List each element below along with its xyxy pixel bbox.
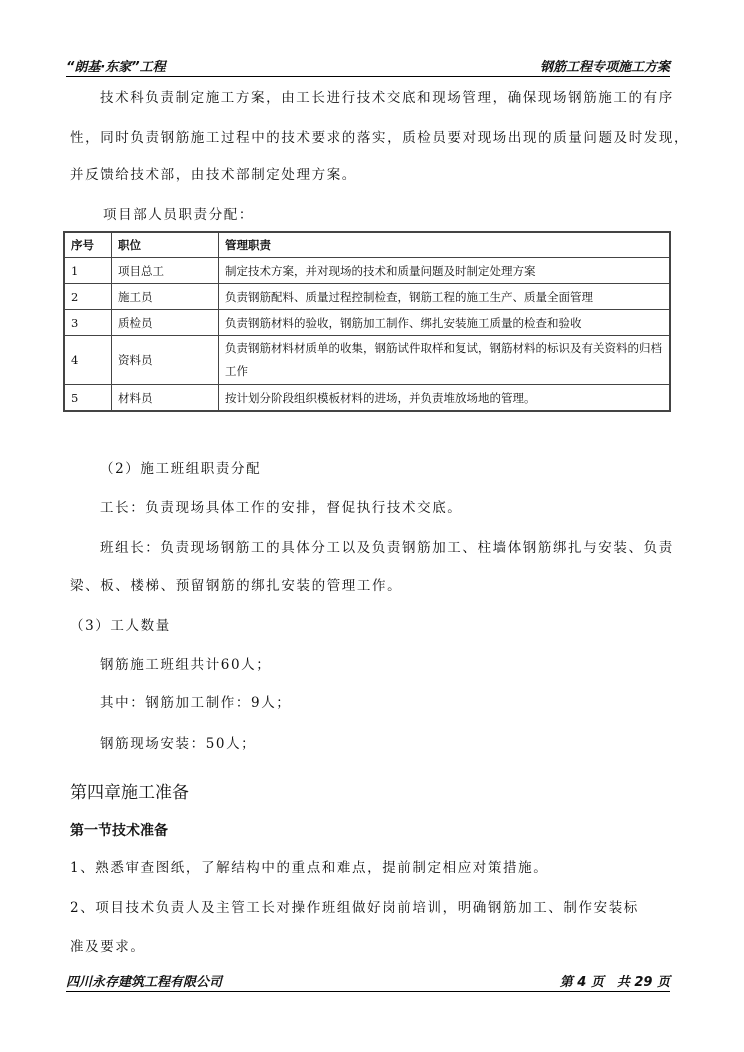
cell: 项目总工 — [112, 258, 219, 284]
table-row — [64, 310, 670, 336]
cell: 5 — [64, 385, 112, 412]
paragraph-line: 班组长：负责现场钢筋工的具体分工以及负责钢筋加工、柱墙体钢筋绑扎与安装、负责 — [100, 540, 674, 556]
page-number: 第 4 页 共 29 页 — [559, 975, 670, 990]
paragraph-line: 梁、板、楼梯、预留钢筋的绑扎安装的管理工作。 — [70, 578, 403, 594]
cell: 1 — [64, 258, 112, 284]
col-header: 管理职责 — [219, 232, 671, 258]
cell: 负责钢筋材料的验收，钢筋加工制作、绑扎安装施工质量的检查和验收 — [219, 310, 671, 336]
footer-company: 四川永存建筑工程有限公司 — [66, 975, 223, 990]
paragraph-line: 1、熟悉审查图纸，了解结构中的重点和难点，提前制定相应对策措施。 — [70, 860, 549, 876]
section-title: （3）工人数量 — [70, 618, 171, 634]
paragraph-line: 并反馈给技术部，由技术部制定处理方案。 — [70, 167, 357, 183]
paragraph-line: 技术科负责制定施工方案，由工长进行技术交底和现场管理，确保现场钢筋施工的有序 — [100, 90, 674, 106]
section-heading: 第一节技术准备 — [70, 823, 168, 839]
paragraph-line: 2、项目技术负责人及主管工长对操作班组做好岗前培训，明确钢筋加工、制作安装标 — [70, 900, 639, 916]
cell: 负责钢筋材料材质单的收集，钢筋试件取样和复试，钢筋材料的标识及有关资料的归档工作 — [219, 336, 671, 385]
responsibility-table — [63, 231, 671, 412]
cell: 按计划分阶段组织模板材料的进场，并负责堆放场地的管理。 — [219, 385, 671, 412]
paragraph-line: 其中：钢筋加工制作：9人； — [100, 695, 292, 711]
header-project: “朗基·东家”工程 — [66, 60, 166, 75]
paragraph-line: 性，同时负责钢筋施工过程中的技术要求的落实，质检员要对现场出现的质量问题及时发现， — [70, 130, 690, 146]
paragraph-line: 钢筋现场安装：50人； — [100, 736, 257, 752]
table-row — [64, 258, 670, 284]
paragraph-line: 准及要求。 — [70, 939, 146, 955]
cell: 2 — [64, 284, 112, 310]
header-title: 钢筋工程专项施工方案 — [539, 60, 670, 75]
table-caption: 项目部人员职责分配： — [103, 207, 254, 223]
cell: 施工员 — [112, 284, 219, 310]
chapter-heading: 第四章施工准备 — [70, 783, 189, 803]
paragraph-line: 钢筋施工班组共计60人； — [100, 657, 272, 673]
cell: 4 — [64, 336, 112, 385]
table-row — [64, 284, 670, 310]
table-header-row — [64, 232, 670, 258]
cell: 制定技术方案，并对现场的技术和质量问题及时制定处理方案 — [219, 258, 671, 284]
paragraph-line: 工长：负责现场具体工作的安排，督促执行技术交底。 — [100, 500, 463, 516]
cell: 材料员 — [112, 385, 219, 412]
page-footer — [66, 971, 670, 992]
cell: 3 — [64, 310, 112, 336]
cell: 负责钢筋配料、质量过程控制检查，钢筋工程的施工生产、质量全面管理 — [219, 284, 671, 310]
col-header: 职位 — [112, 232, 219, 258]
page-header — [66, 56, 670, 77]
table-row — [64, 385, 670, 412]
section-title: （2）施工班组职责分配 — [100, 461, 262, 477]
col-header: 序号 — [64, 232, 112, 258]
table-row — [64, 336, 670, 385]
cell: 质检员 — [112, 310, 219, 336]
cell: 资料员 — [112, 336, 219, 385]
